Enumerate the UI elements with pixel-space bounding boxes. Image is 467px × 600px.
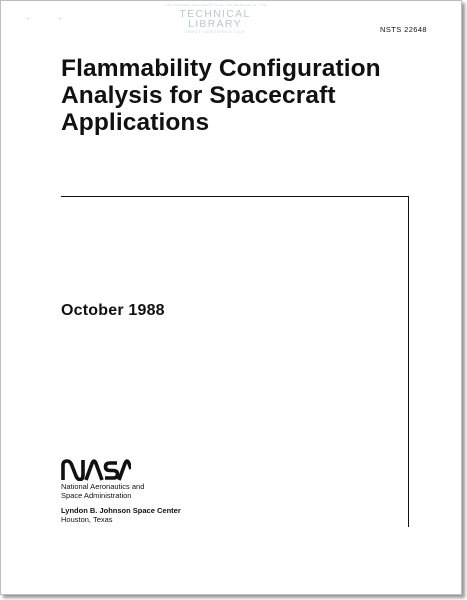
agency-name: [61, 483, 144, 500]
watermark-main-text: TECHNICAL LIBRARY: [179, 7, 251, 30]
title-line-1: Flammability Configuration: [61, 55, 381, 82]
agency-line-2: Space Administration: [61, 490, 132, 500]
center-location: Houston, Texas: [61, 515, 113, 524]
publication-date: October 1988: [61, 302, 165, 319]
center-name: Lyndon B. Johnson Space Center: [61, 506, 181, 515]
watermark-top-line: THE ORIGINAL DOCUMENT IS AT THE WEBSITE OF THE: [163, 4, 267, 7]
technical-library-watermark: [151, 4, 279, 34]
nasa-logo: [61, 459, 131, 481]
document-title: [61, 55, 381, 136]
title-line-2: Analysis for Spacecraft: [61, 82, 336, 109]
document-number: NSTS 22648: [380, 25, 427, 34]
scan-mark: . .: [27, 14, 75, 21]
watermark-url: ABBOTTAEROSPACE.COM: [185, 29, 245, 34]
agency-line-1: National Aeronautics and: [61, 482, 145, 491]
title-line-3: Applications: [61, 109, 210, 136]
